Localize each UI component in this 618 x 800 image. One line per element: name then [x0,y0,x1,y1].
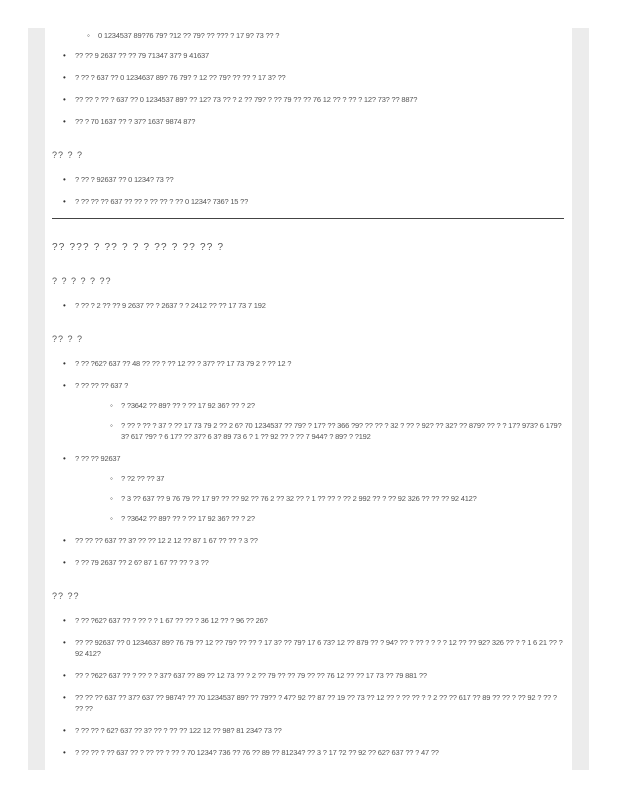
list-item [52,358,564,369]
bullet-list [52,358,564,568]
section-heading: ?? ? ? [52,150,84,160]
list-item: • ? ?? ? 92637 ?? 0 1234? 73 ?? [52,174,564,185]
right-margin-bar [572,28,589,770]
list-item: • ?? ? 70 1637 ?? ? 37? 1637 9874 87? [52,116,564,127]
bullet-list [52,615,564,758]
document-body [52,30,564,769]
list-item: • ? ?? ?? ?? 637 ?? ?? ? ?? ?? ? ?? 0 1234? 736? 15 ?? [52,196,564,207]
nested-list-item-text: 3? 617 ?9? ? 6 17? ?? 37? 6 3? 89 73 6 ? 1 ?? 92 ?? ? ?? 7 944? ? 89? ? ?192 [121,432,371,441]
list-item: • ? ?? ?62? 637 ?? ? ?? ? ? 1 67 ?? ?? ? 36 12 ?? ? 96 ?? 26? [52,615,564,626]
nested-list-item: ◦ ? ?3642 ?? 89? ?? ? ?? 17 92 36? ?? ? 2? [75,513,564,524]
bullet-list [52,300,564,311]
list-item: • ?? ?? ?? 637 ?? 37? 637 ?? 9874? ?? 70 1234537 89? ?? 79?? ? 47? 92 ?? 87 ?? 19 ?? 73 ?? 12 ?? ? ?? ?? ? ? 2 ?? ?? 617 ?? 89 ?? ?? ? ?? 92 ? ?? ? ?? ?? [52,692,564,714]
bullet-list [52,174,564,207]
list-item [52,453,564,524]
list-item-text: ? ?? 79 2637 ?? 2 6? 87 1 67 ?? ?? ? 3 ?? [75,558,209,567]
nested-list [75,473,564,524]
list-item: • ? ?? ? 2 ?? ?? 9 2637 ?? ? 2637 ? ? 2412 ?? ?? 17 73 7 192 [52,300,564,311]
list-item-text: ?? ?? ?? 637 ?? 3? ?? ?? 12 2 12 ?? 87 1 67 ?? ?? ? 3 ?? [75,536,258,545]
list-item: • ?? ?? 9 2637 ?? ?? 79 71347 37? 9 41637 [52,50,564,61]
nested-list [52,30,564,41]
list-item [52,380,564,442]
list-item: • ? ?? ?? ? ?? 637 ?? ? ?? ?? ? ?? ? 70 1234? 736 ?? 76 ?? 89 ?? 81234? ?? 3 ? 17 ?2 ?? 92 ?? 62? 637 ?? ? 47 ?? [52,747,564,758]
list-item-text: ? ?? ?62? 637 ?? 48 ?? ?? ? ?? 12 ?? ? 37? ?? 17 73 79 2 ? ?? 12 ? [75,359,292,368]
nested-list [75,400,564,442]
nested-list-item: ◦ ? 3 ?? 637 ?? 9 76 79 ?? 17 9? ?? ?? 92 ?? 76 2 ?? 32 ?? ? 1 ?? ?? ? ?? 2 992 ?? ? ?? 92 326 ?? ?? ?? 92 412? [75,493,564,504]
section-title: ?? ??? ? ?? ? ? ? ?? ? ?? ?? ? [52,242,225,253]
list-item: • ? ?? ? 637 ?? 0 1234637 89? 76 79? ? 12 ?? 79? ?? ?? ? 17 3? ?? [52,72,564,83]
nested-list-item-text: ? ?? ? ?? ? 37 ? ?? 17 73 79 2 ?? 2 6? 70 1234537 ?? 79? ? 17? ?? 366 ?9? ?? ?? ? 32 ? ?? ? 92? ?? 32? ?? 879? ?? ? ? 17? 973? 6 179? [121,421,562,430]
list-item-text: ? ?? ?? ?? 637 ? [75,381,129,390]
top-bullet-list [52,30,564,127]
subsection-heading: ? ? ? ? ? ?? [52,276,112,286]
nested-list-item: ◦ ? ?2 ?? ?? 37 [75,473,564,484]
nested-list-item: ◦ ? ?3642 ?? 89? ?? ? ?? 17 92 36? ?? ? 2? [75,400,564,411]
nested-list-item [75,420,564,442]
nested-list-item: ◦ 0 1234537 89?76 79? ?12 ?? 79? ?? ??? ? 17 9? 73 ?? ? [52,30,564,41]
list-item: • ?? ?? 92637 ?? 0 1234637 89? 76 79 ?? 12 ?? 79? ?? ?? ? 17 3? ?? 79? 17 6 73? 12 ?? 879 ?? ? 94? ?? ? ?? ? ? ? ? 12 ?? ?? 92? 326 ?? ? ? 1 6 21 ?? ? 92 412? [52,637,564,659]
list-item: • ?? ? ?62? 637 ?? ? ?? ? ? 37? 637 ?? 89 ?? 12 73 ?? ? 2 ?? 79 ?? ?? 79 ?? ?? 76 12 ?? ?? 17 73 ?? 79 881 ?? [52,670,564,681]
horizontal-rule [52,218,564,219]
left-margin-bar [28,28,45,770]
list-item [52,557,564,568]
subsection-heading: ?? ?? [52,591,80,601]
subsection-heading: ?? ? ? [52,334,84,344]
list-item-text: ? ?? ?? 92637 [75,454,121,463]
list-item: • ?? ?? ? ?? ? 637 ?? 0 1234537 89? ?? 12? 73 ?? ? 2 ?? 79? ? ?? 79 ?? ?? 76 12 ?? ? ?? ? 12? 73? ?? 887? [52,94,564,105]
list-item [52,535,564,546]
list-item [52,30,564,41]
list-item: • ? ?? ?? ? 62? 637 ?? 3? ?? ? ?? ?? 122 12 ?? 98? 81 234? 73 ?? [52,725,564,736]
